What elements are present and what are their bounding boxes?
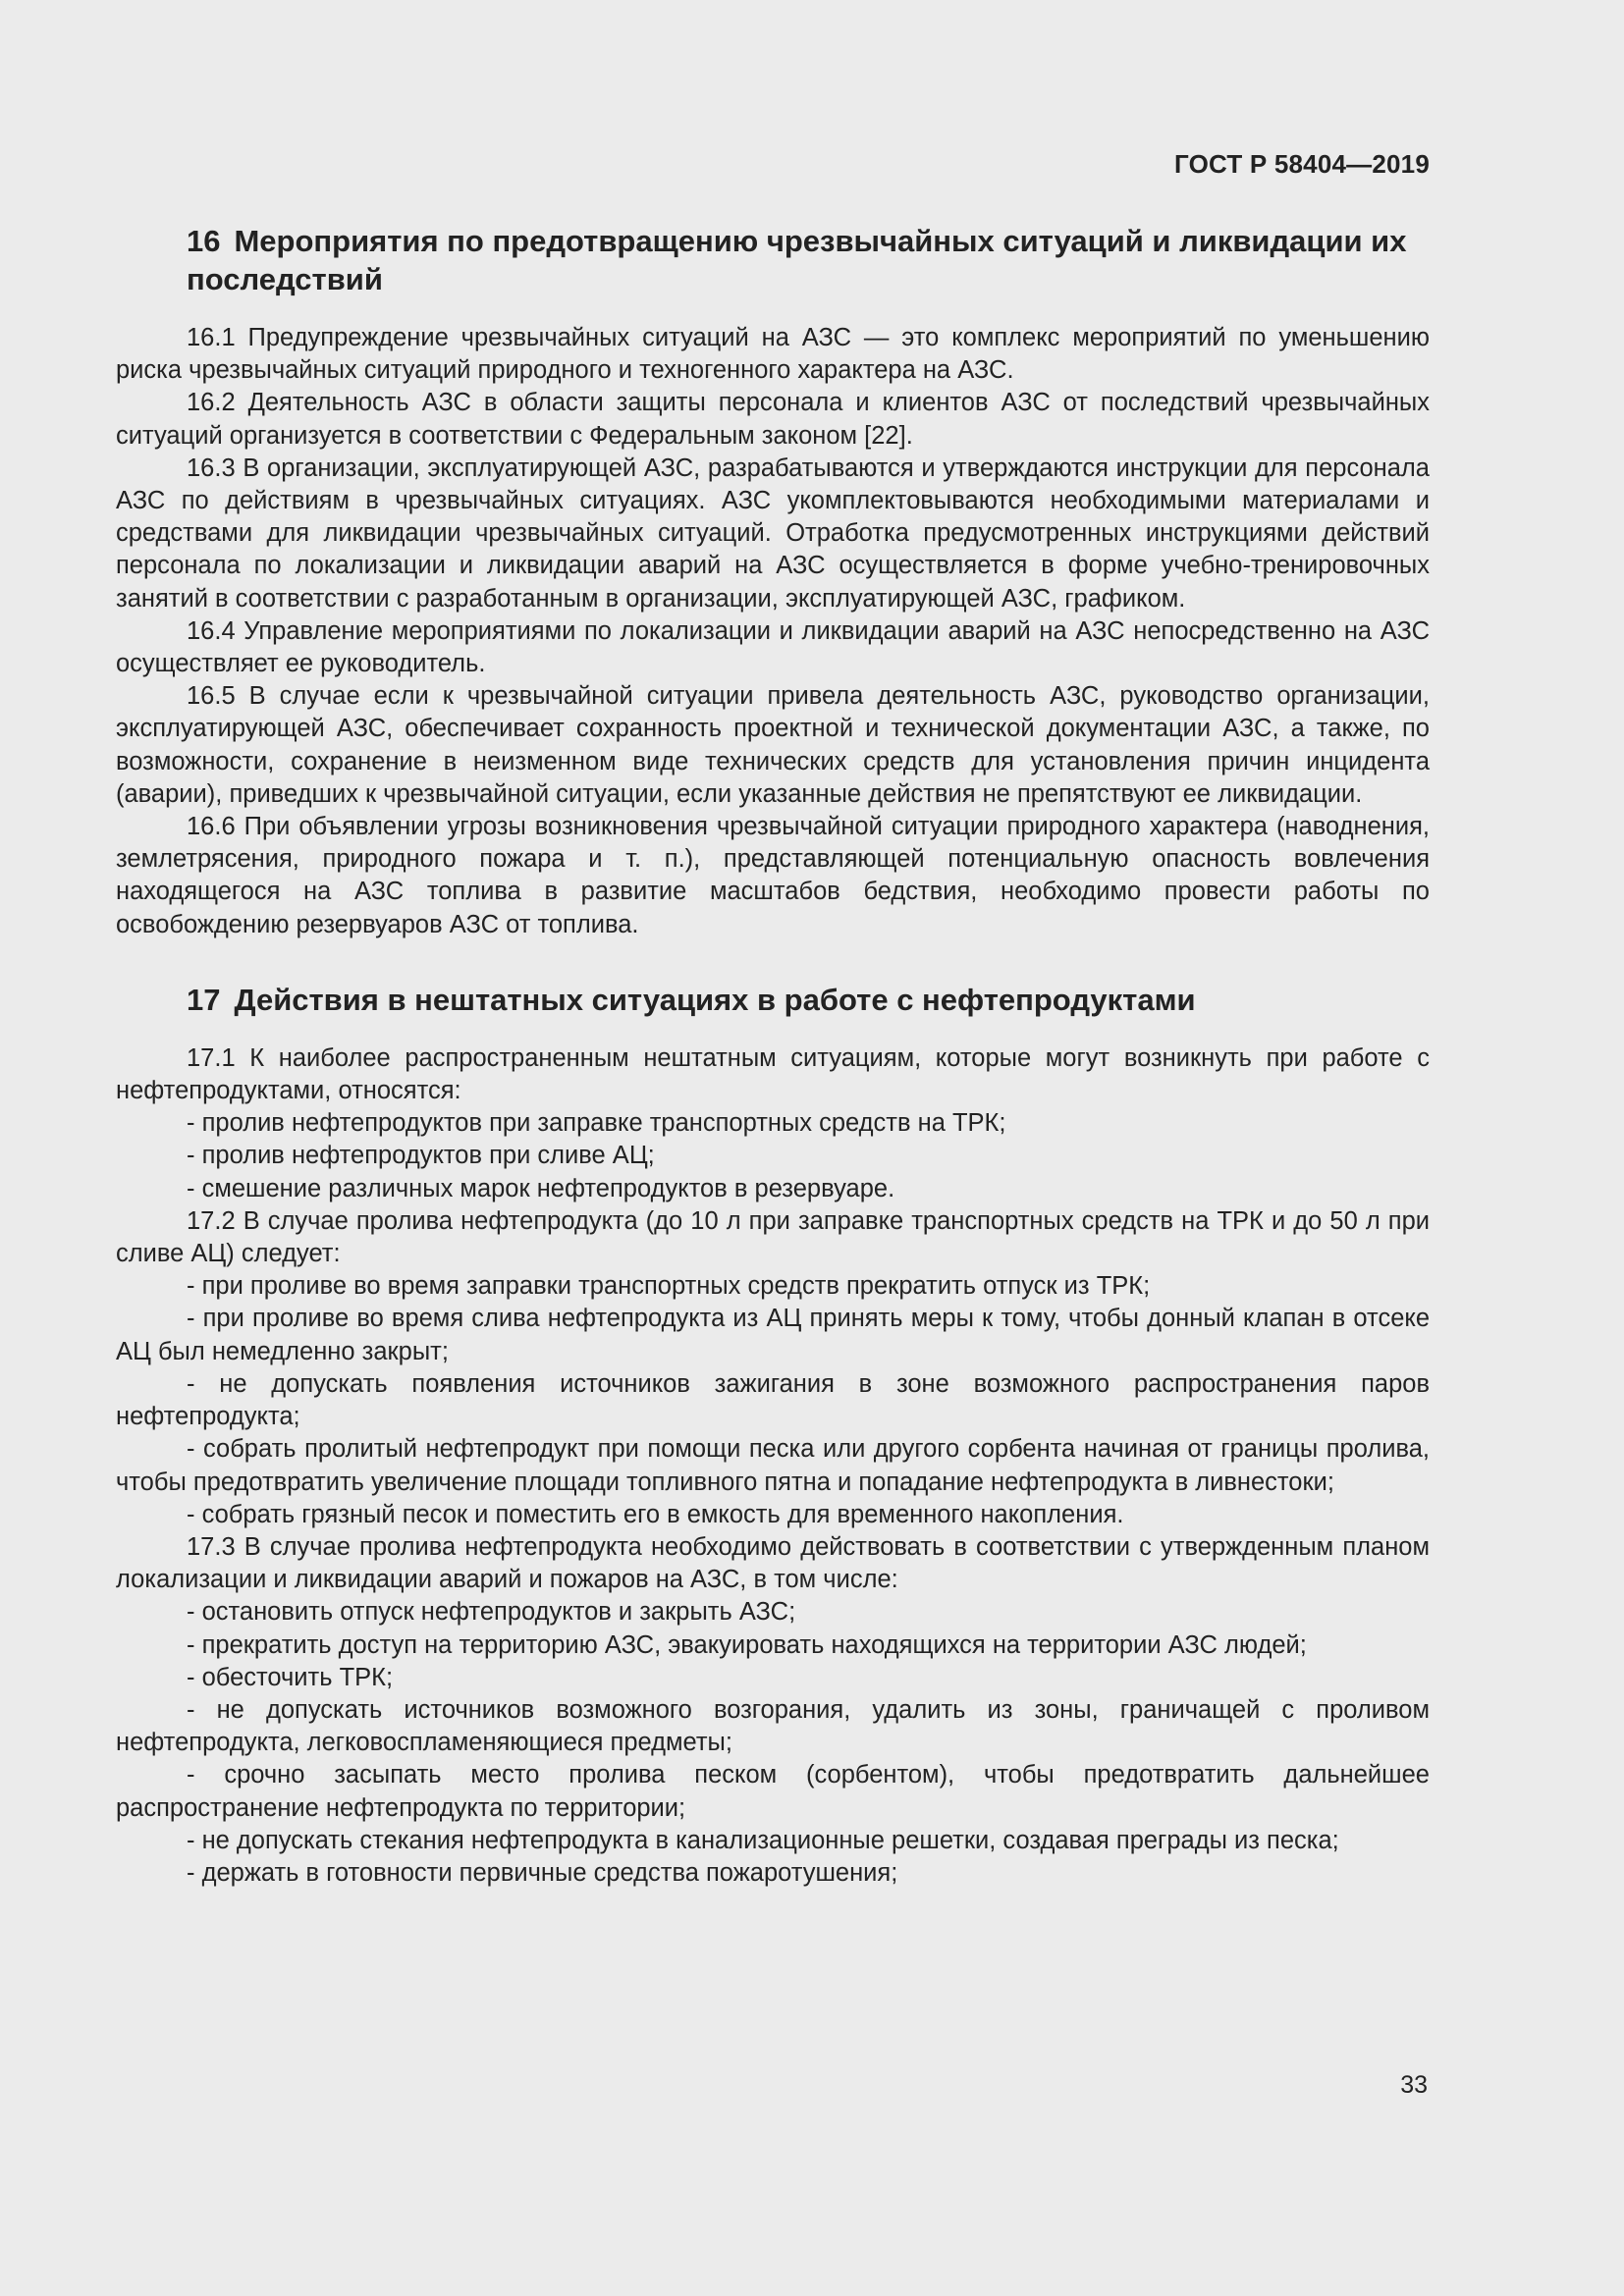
paragraph-16-4: 16.4 Управление мероприятиями по локализации и ликвидации аварий на АЗС непосредственно на АЗС осуществляет ее руководитель. <box>116 616 1430 678</box>
list-item: - обесточить ТРК; <box>187 1663 394 1691</box>
list-item: - собрать грязный песок и поместить его в емкость для временного накопления. <box>187 1500 1124 1528</box>
paragraph-16-2: 16.2 Деятельность АЗС в области защиты персонала и клиентов АЗС от последствий чрезвычайных ситуаций организуется в соответствии с Федеральным законом [22]. <box>116 389 1430 450</box>
list-item: - при проливе во время заправки транспортных средств прекратить отпуск из ТРК; <box>187 1272 1151 1301</box>
list-item: - смешение различных марок нефтепродуктов в резервуаре. <box>187 1174 895 1202</box>
paragraph-16-5: 16.5 В случае если к чрезвычайной ситуации привела деятельность АЗС, руководство организации, эксплуатирующей АЗС, обеспечивает сохранность проектной и технической документации АЗС, а также, по возможности, сохранение в неизменном виде технических средств для установления причин инцидента (аварии), приведших к чрезвычайной ситуации, если указанные действия не препятствуют ее ликвидации. <box>116 682 1430 808</box>
paragraph-16-6: 16.6 При объявлении угрозы возникновения чрезвычайной ситуации природного характера (наводнения, землетрясения, природного пожара и т. п.), представляющей потенциальную опасность вовлечения находящегося на АЗС топлива в развитие масштабов бедствия, необходимо провести работы по освобождению резервуаров АЗС от топлива. <box>116 813 1430 938</box>
section-17-number: 17 <box>187 982 221 1017</box>
paragraph-17-1: 17.1 К наиболее распространенным нештатным ситуациям, которые могут возникнуть при работе с нефтепродуктами, относятся: <box>116 1043 1430 1105</box>
section-16-number: 16 <box>187 224 221 258</box>
list-item: - прекратить доступ на территорию АЗС, эвакуировать находящихся на территории АЗС людей; <box>187 1630 1307 1659</box>
list-item: - пролив нефтепродуктов при сливе АЦ; <box>187 1142 655 1170</box>
section-16-heading <box>116 222 1430 298</box>
paragraph-16-1: 16.1 Предупреждение чрезвычайных ситуаций на АЗС — это комплекс мероприятий по уменьшению риска чрезвычайных ситуаций природного и техногенного характера на АЗС. <box>116 324 1430 385</box>
list-item: - собрать пролитый нефтепродукт при помощи песка или другого сорбента начиная от границы пролива, чтобы предотвратить увеличение площади топливного пятна и попадание нефтепродукта в ливнестоки; <box>116 1435 1430 1496</box>
list-item: - пролив нефтепродуктов при заправке транспортных средств на ТРК; <box>187 1109 1006 1138</box>
list-item: - не допускать источников возможного возгорания, удалить из зоны, граничащей с проливом нефтепродукта, легковоспламеняющиеся предметы; <box>116 1695 1430 1757</box>
paragraph-16-3: 16.3 В организации, эксплуатирующей АЗС, разрабатываются и утверждаются инструкции для персонала АЗС по действиям в чрезвычайных ситуациях. АЗС укомплектовываются необходимыми материалами и средствами для ликвидации чрезвычайных ситуаций. Отработка предусмотренных инструкциями действий персонала по локализации и ликвидации аварий на АЗС осуществляется в форме учебно-тренировочных занятий в соответствии с разработанным в организации, эксплуатирующей АЗС, графиком. <box>116 454 1430 613</box>
document-code: ГОСТ Р 58404—2019 <box>1174 149 1430 179</box>
list-item: - не допускать стекания нефтепродукта в канализационные решетки, создавая преграды из песка; <box>187 1826 1339 1854</box>
list-item: - остановить отпуск нефтепродуктов и закрыть АЗС; <box>187 1598 796 1627</box>
section-17-title: Действия в нештатных ситуациях в работе с нефтепродуктами <box>234 982 1196 1017</box>
paragraph-17-2: 17.2 В случае пролива нефтепродукта (до 10 л при заправке транспортных средств на ТРК и до 50 л при сливе АЦ) следует: <box>116 1206 1430 1268</box>
list-item: - не допускать появления источников зажигания в зоне возможного распространения паров нефтепродукта; <box>116 1369 1430 1431</box>
list-item: - срочно засыпать место пролива песком (сорбентом), чтобы предотвратить дальнейшее распространение нефтепродукта по территории; <box>116 1761 1430 1822</box>
page-number: 33 <box>1400 2071 1428 2099</box>
section-17-heading <box>116 981 1430 1019</box>
list-item: - держать в готовности первичные средства пожаротушения; <box>187 1858 898 1887</box>
paragraph-17-3: 17.3 В случае пролива нефтепродукта необходимо действовать в соответствии с утвержденным планом локализации и ликвидации аварий и пожаров на АЗС, в том числе: <box>116 1532 1430 1594</box>
page-content <box>116 222 1430 1890</box>
list-item: - при проливе во время слива нефтепродукта из АЦ принять меры к тому, чтобы донный клапан в отсеке АЦ был немедленно закрыт; <box>116 1305 1430 1365</box>
section-16-title: Мероприятия по предотвращению чрезвычайных ситуаций и ликвидации их последствий <box>187 224 1407 296</box>
